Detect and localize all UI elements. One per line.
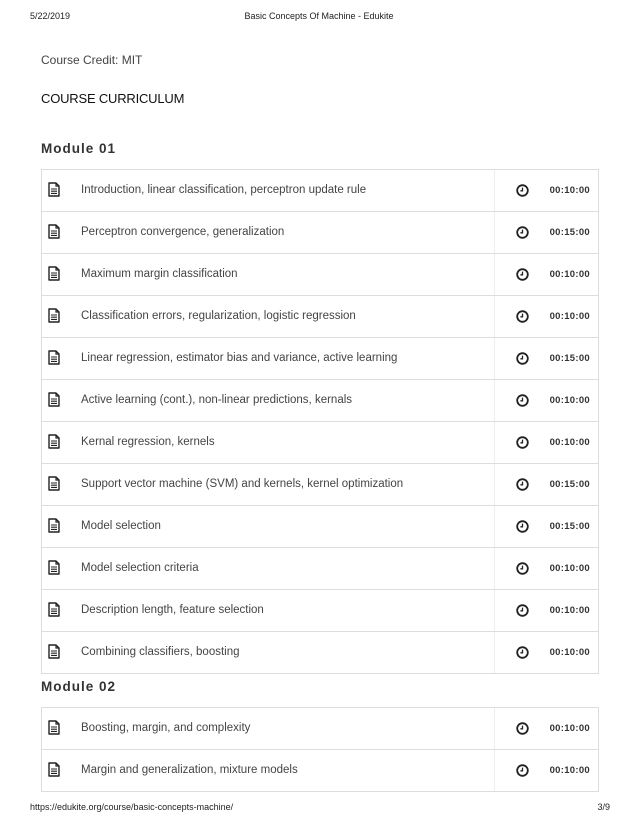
lesson-title[interactable]: Boosting, margin, and complexity bbox=[81, 722, 251, 734]
lesson-duration: 00:10:00 bbox=[549, 563, 590, 574]
clock-icon bbox=[516, 520, 529, 533]
column-divider bbox=[494, 212, 495, 253]
clock-icon bbox=[516, 764, 529, 777]
clock-icon bbox=[516, 436, 529, 449]
column-divider bbox=[494, 464, 495, 505]
course-credit: Course Credit: MIT bbox=[41, 53, 143, 67]
clock-icon bbox=[516, 604, 529, 617]
column-divider bbox=[494, 750, 495, 791]
document-icon bbox=[48, 308, 60, 323]
document-icon bbox=[48, 434, 60, 449]
lesson-duration: 00:15:00 bbox=[549, 353, 590, 364]
column-divider bbox=[494, 632, 495, 673]
lesson-row[interactable] bbox=[42, 170, 598, 212]
clock-icon bbox=[516, 646, 529, 659]
print-url: https://edukite.org/course/basic-concepts-machine/ bbox=[30, 802, 234, 812]
lesson-title[interactable]: Classification errors, regularization, logistic regression bbox=[81, 310, 356, 322]
column-divider bbox=[494, 380, 495, 421]
document-icon bbox=[48, 350, 60, 365]
lesson-row[interactable] bbox=[42, 590, 598, 632]
module-title: Module 02 bbox=[41, 679, 117, 694]
lesson-title[interactable]: Kernal regression, kernels bbox=[81, 436, 215, 448]
lesson-title[interactable]: Maximum margin classification bbox=[81, 268, 238, 280]
document-icon bbox=[48, 518, 60, 533]
print-header bbox=[0, 11, 638, 25]
clock-icon bbox=[516, 394, 529, 407]
lesson-title[interactable]: Margin and generalization, mixture models bbox=[81, 764, 298, 776]
lesson-duration: 00:10:00 bbox=[549, 765, 590, 776]
lesson-title[interactable]: Perceptron convergence, generalization bbox=[81, 226, 285, 238]
clock-icon bbox=[516, 268, 529, 281]
lesson-duration: 00:15:00 bbox=[549, 227, 590, 238]
print-title: Basic Concepts Of Machine - Edukite bbox=[244, 11, 394, 21]
column-divider bbox=[494, 170, 495, 211]
lesson-duration: 00:10:00 bbox=[549, 647, 590, 658]
lesson-duration: 00:10:00 bbox=[549, 723, 590, 734]
module-lesson-list bbox=[41, 169, 599, 674]
lesson-row[interactable] bbox=[42, 548, 598, 590]
lesson-row[interactable] bbox=[42, 338, 598, 380]
column-divider bbox=[494, 422, 495, 463]
column-divider bbox=[494, 254, 495, 295]
curriculum-heading: COURSE CURRICULUM bbox=[41, 91, 185, 106]
lesson-duration: 00:10:00 bbox=[549, 395, 590, 406]
lesson-title[interactable]: Description length, feature selection bbox=[81, 604, 264, 616]
lesson-duration: 00:10:00 bbox=[549, 437, 590, 448]
clock-icon bbox=[516, 310, 529, 323]
document-icon bbox=[48, 266, 60, 281]
lesson-duration: 00:10:00 bbox=[549, 269, 590, 280]
lesson-row[interactable] bbox=[42, 422, 598, 464]
document-icon bbox=[48, 720, 60, 735]
lesson-row[interactable] bbox=[42, 380, 598, 422]
lesson-title[interactable]: Model selection bbox=[81, 520, 161, 532]
lesson-row[interactable] bbox=[42, 506, 598, 548]
column-divider bbox=[494, 296, 495, 337]
column-divider bbox=[494, 708, 495, 749]
lesson-title[interactable]: Introduction, linear classification, perceptron update rule bbox=[81, 184, 367, 196]
lesson-row[interactable] bbox=[42, 632, 598, 674]
print-date: 5/22/2019 bbox=[30, 11, 71, 21]
print-footer bbox=[0, 802, 638, 816]
column-divider bbox=[494, 548, 495, 589]
clock-icon bbox=[516, 562, 529, 575]
lesson-title[interactable]: Linear regression, estimator bias and variance, active learning bbox=[81, 352, 398, 364]
lesson-title[interactable]: Active learning (cont.), non-linear predictions, kernals bbox=[81, 394, 353, 406]
column-divider bbox=[494, 338, 495, 379]
document-icon bbox=[48, 602, 60, 617]
document-icon bbox=[48, 392, 60, 407]
column-divider bbox=[494, 506, 495, 547]
lesson-row[interactable] bbox=[42, 212, 598, 254]
document-icon bbox=[48, 644, 60, 659]
document-icon bbox=[48, 224, 60, 239]
document-icon bbox=[48, 560, 60, 575]
lesson-row[interactable] bbox=[42, 296, 598, 338]
column-divider bbox=[494, 590, 495, 631]
lesson-title[interactable]: Combining classifiers, boosting bbox=[81, 646, 240, 658]
module-title: Module 01 bbox=[41, 141, 117, 156]
clock-icon bbox=[516, 478, 529, 491]
lesson-duration: 00:15:00 bbox=[549, 521, 590, 532]
lesson-duration: 00:10:00 bbox=[549, 605, 590, 616]
clock-icon bbox=[516, 352, 529, 365]
document-icon bbox=[48, 182, 60, 197]
page-number: 3/9 bbox=[597, 802, 610, 812]
module-lesson-list bbox=[41, 707, 599, 792]
clock-icon bbox=[516, 226, 529, 239]
lesson-row[interactable] bbox=[42, 708, 598, 750]
lesson-row[interactable] bbox=[42, 464, 598, 506]
lesson-title[interactable]: Support vector machine (SVM) and kernels, kernel optimization bbox=[81, 478, 404, 490]
lesson-duration: 00:10:00 bbox=[549, 311, 590, 322]
lesson-duration: 00:10:00 bbox=[549, 185, 590, 196]
lesson-title[interactable]: Model selection criteria bbox=[81, 562, 199, 574]
lesson-row[interactable] bbox=[42, 750, 598, 792]
lesson-duration: 00:15:00 bbox=[549, 479, 590, 490]
document-icon bbox=[48, 762, 60, 777]
lesson-row[interactable] bbox=[42, 254, 598, 296]
clock-icon bbox=[516, 722, 529, 735]
document-icon bbox=[48, 476, 60, 491]
clock-icon bbox=[516, 184, 529, 197]
